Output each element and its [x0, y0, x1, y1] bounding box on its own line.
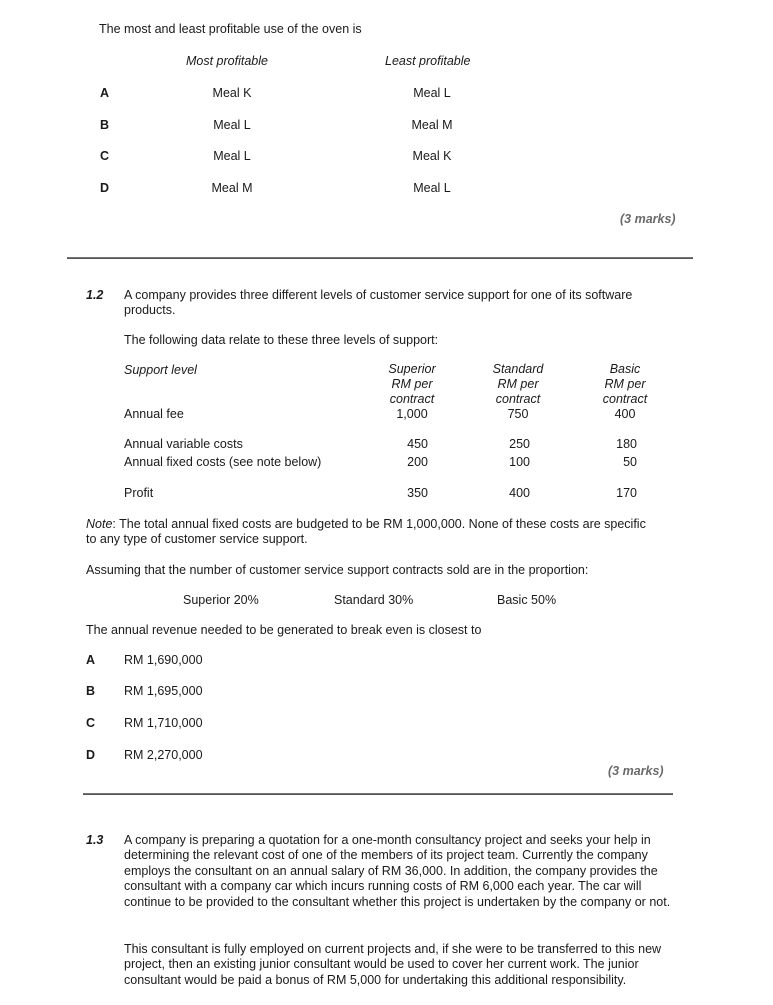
cell: 180 — [616, 437, 637, 451]
cell: 50 — [623, 455, 637, 469]
option-most: Meal L — [213, 118, 251, 132]
q1-2-marks: (3 marks) — [608, 764, 664, 778]
cell: 1,000 — [396, 407, 428, 421]
option-least: Meal L — [413, 86, 451, 100]
q1-2-note: Note: The total annual fixed costs are budgeted to be RM 1,000,000. None of these costs are specific to any type of customer service support. — [86, 517, 646, 547]
cell: 400 — [614, 407, 636, 421]
option-letter: C — [100, 149, 110, 163]
cell: 200 — [407, 455, 428, 469]
proportion-basic: Basic 50% — [497, 593, 557, 607]
proportion-standard: Standard 30% — [334, 593, 414, 607]
q1-2-assumption: Assuming that the number of customer service support contracts sold are in the proportion: — [86, 563, 589, 577]
option-least: Meal K — [412, 149, 452, 163]
option-text: RM 1,690,000 — [124, 653, 203, 667]
col-header-most: Most profitable — [186, 54, 268, 68]
section-divider — [67, 257, 693, 259]
cell: 750 — [507, 407, 529, 421]
q1-2-lead: The following data relate to these three levels of support: — [124, 333, 439, 347]
table-row-header: Support level — [124, 363, 197, 377]
option-letter: C — [86, 716, 96, 730]
row-label: Annual fee — [124, 407, 184, 421]
cell: 170 — [616, 486, 637, 500]
q1-2-question: The annual revenue needed to be generated to break even is closest to — [86, 623, 482, 637]
cell: 400 — [509, 486, 530, 500]
col-header-least: Least profitable — [385, 54, 471, 68]
option-most: Meal M — [211, 181, 253, 195]
row-label: Annual fixed costs (see note below) — [124, 455, 322, 469]
q1-2-intro: A company provides three different levels of customer service support for one of its software products. — [124, 288, 633, 318]
cell: 250 — [509, 437, 530, 451]
row-label: Profit — [124, 486, 154, 500]
option-most: Meal L — [213, 149, 251, 163]
q1-1-marks: (3 marks) — [620, 212, 676, 226]
col-standard: Standard RM per contract — [492, 362, 544, 406]
q1-3-para2: This consultant is fully employed on current projects and, if she were to be transferred to this new project, then an existing junior consultant would be used to cover her current work. The junior consultant would be paid a bonus of RM 5,000 for undertaking this additional responsibility. — [124, 942, 662, 987]
q1-3-para1: A company is preparing a quotation for a one-month consultancy project and seeks your help in determining the relevant cost of one of the members of its project team. Currently the company employs the consultant on an annual salary of RM 36,000. In addition, the company provides the consultant with a company car which incurs running costs of RM 6,000 each year. The car will continue to be provided to the consultant whether this project is undertaken by the company or not. — [124, 833, 671, 909]
option-text: RM 1,710,000 — [124, 716, 203, 730]
q1-1-stem: The most and least profitable use of the oven is — [99, 22, 362, 36]
q1-2-number: 1.2 — [86, 288, 104, 302]
cell: 450 — [407, 437, 428, 451]
option-letter: B — [86, 684, 96, 698]
cell: 100 — [509, 455, 530, 469]
option-letter: B — [100, 118, 110, 132]
row-label: Annual variable costs — [124, 437, 243, 451]
section-divider — [83, 793, 673, 795]
option-most: Meal K — [212, 86, 252, 100]
option-letter: A — [100, 86, 110, 100]
option-letter: A — [86, 653, 96, 667]
option-text: RM 2,270,000 — [124, 748, 203, 762]
option-least: Meal M — [411, 118, 453, 132]
option-least: Meal L — [413, 181, 451, 195]
cell: 350 — [407, 486, 428, 500]
proportion-superior: Superior 20% — [183, 593, 259, 607]
option-letter: D — [86, 748, 96, 762]
q1-3-number: 1.3 — [86, 833, 104, 847]
col-basic: Basic RM per contract — [602, 362, 648, 406]
col-superior: Superior RM per contract — [388, 362, 436, 406]
option-text: RM 1,695,000 — [124, 684, 203, 698]
option-letter: D — [100, 181, 110, 195]
